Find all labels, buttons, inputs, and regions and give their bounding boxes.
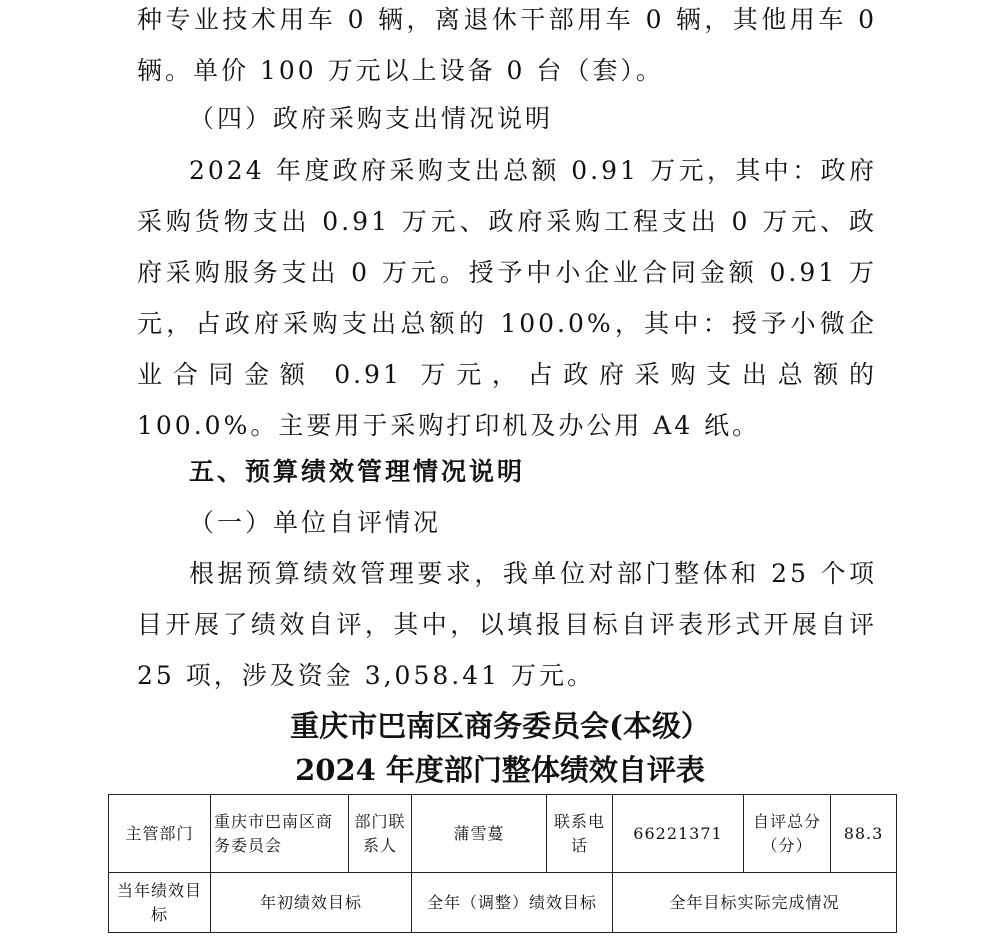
phone-value: 66221371 bbox=[613, 795, 744, 873]
heading-performance: 五、预算绩效管理情况说明 bbox=[189, 457, 526, 486]
table-title-line1: 重庆市巴南区商务委员会(本级） bbox=[290, 709, 710, 743]
paragraph-procurement: 2024 年度政府采购支出总额 0.91 万元，其中：政府采购货物支出 0.91 万元、政府采购工程支出 0 万元、政府采购服务支出 0 万元。授予中小企业合同金额 0.91 万元，占政府采购支出总额的 100.0%，其中：授予小微企业合同金额 0.91 万元，占政府采购支出总额的 100.0%。主要用于采购打印机及办公用 A4 纸。 bbox=[137, 156, 877, 440]
dept-value: 重庆市巴南区商务委员会 bbox=[211, 795, 349, 873]
adjusted-goal-header: 全年（调整）绩效目标 bbox=[412, 873, 613, 933]
performance-evaluation-table bbox=[108, 794, 897, 933]
paragraph-vehicles: 种专业技术用车 0 辆，离退休干部用车 0 辆，其他用车 0 辆。单价 100 万元以上设备 0 台（套）。 bbox=[137, 5, 877, 85]
dept-label: 主管部门 bbox=[109, 795, 211, 873]
score-label: 自评总分（分） bbox=[744, 795, 831, 873]
table-row bbox=[109, 873, 897, 933]
table-row bbox=[109, 795, 897, 873]
paragraph-self-evaluation: 根据预算绩效管理要求，我单位对部门整体和 25 个项目开展了绩效自评，其中，以填报目标自评表形式开展自评 25 项，涉及资金 3,058.41 万元。 bbox=[137, 559, 877, 690]
actual-completion-header: 全年目标实际完成情况 bbox=[613, 873, 897, 933]
contact-value: 蒲雪蔓 bbox=[412, 795, 547, 873]
score-value: 88.3 bbox=[831, 795, 897, 873]
table-title-line2: 2024 年度部门整体绩效自评表 bbox=[295, 753, 705, 787]
phone-label: 联系电话 bbox=[547, 795, 613, 873]
heading-procurement: （四）政府采购支出情况说明 bbox=[189, 104, 554, 133]
initial-goal-header: 年初绩效目标 bbox=[211, 873, 412, 933]
heading-self-evaluation: （一）单位自评情况 bbox=[189, 508, 442, 537]
goal-label: 当年绩效目标 bbox=[109, 873, 211, 933]
contact-label: 部门联系人 bbox=[349, 795, 412, 873]
